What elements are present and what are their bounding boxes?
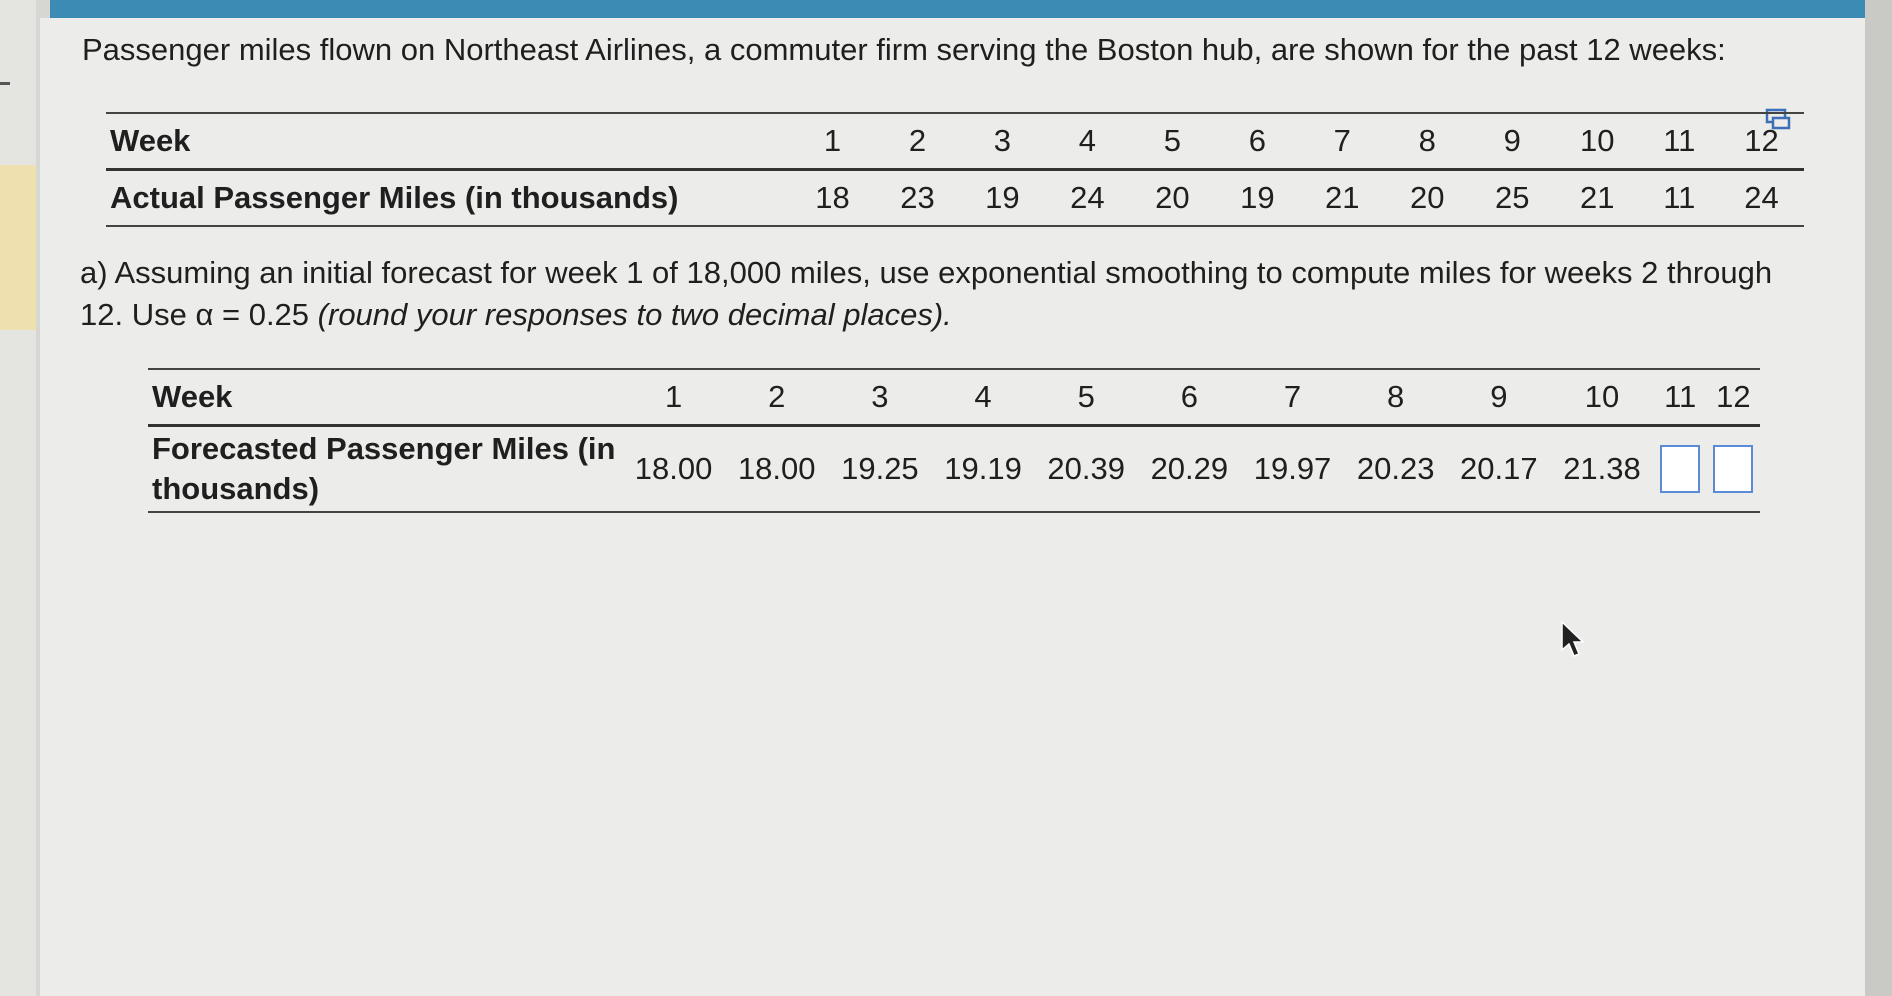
forecast-row-label: Forecasted Passenger Miles (in thousands): [152, 431, 616, 506]
actual-row-label: Actual Passenger Miles (in thousands): [110, 180, 679, 215]
week-col: 6: [1215, 113, 1300, 170]
week-col: 9: [1447, 369, 1550, 426]
rounding-instruction: (round your responses to two decimal places).: [317, 297, 952, 332]
forecast-value: 18.00: [634, 451, 713, 486]
week-col: 5: [1130, 113, 1215, 170]
week-col: 1: [622, 369, 725, 426]
forecast-value: 18.00: [737, 451, 816, 486]
actual-value: 20: [1155, 180, 1190, 215]
question-marker: [0, 165, 36, 330]
part-a-text: a) Assuming an initial forecast for week 1 of 18,000 miles, use exponential smoothing to compute miles for weeks 2 through 12. Use: [80, 255, 1773, 332]
actual-value: 24: [1744, 180, 1779, 215]
forecast-value: 20.17: [1460, 451, 1538, 486]
forecast-cell-week-11: [1654, 426, 1707, 513]
week-col: 4: [1045, 113, 1130, 170]
week-col: 2: [875, 113, 960, 170]
question-prompt: Passenger miles flown on Northeast Airlines, a commuter firm serving the Boston hub, are shown for the past 12 weeks:: [82, 32, 1726, 67]
week-col: 1: [790, 113, 875, 170]
week-col: 9: [1470, 113, 1555, 170]
week-col: 3: [960, 113, 1045, 170]
week-col: 10: [1550, 369, 1653, 426]
answer-input-week-11[interactable]: [1660, 445, 1700, 493]
forecast-value: 20.23: [1356, 451, 1435, 486]
answer-input-week-12[interactable]: [1713, 445, 1753, 493]
week-col: 8: [1385, 113, 1470, 170]
actual-value: 19: [1240, 180, 1275, 215]
actual-value: 25: [1494, 180, 1530, 215]
forecast-value: 19.97: [1253, 451, 1332, 486]
week-col: 8: [1344, 369, 1447, 426]
week-col: 7: [1300, 113, 1385, 170]
table-row: [148, 426, 1760, 513]
table-header-row: [148, 369, 1760, 426]
forecast-value: 21.38: [1563, 451, 1641, 486]
forecast-cell-week-12: [1707, 426, 1760, 513]
forecast-value: 20.39: [1047, 451, 1125, 486]
forecast-value: 19.19: [944, 451, 1022, 486]
week-header: Week: [148, 369, 622, 426]
forecast-value: 19.25: [841, 451, 919, 486]
week-col: 11: [1640, 113, 1719, 170]
actual-value: 11: [1663, 180, 1696, 215]
mouse-pointer-icon: [1560, 620, 1586, 660]
week-col: 11: [1654, 369, 1707, 426]
week-col: 12: [1707, 369, 1760, 426]
actual-value: 24: [1070, 180, 1105, 215]
forecast-value: 20.29: [1150, 451, 1229, 486]
week-col: 2: [725, 369, 828, 426]
week-col: 10: [1555, 113, 1640, 170]
table-header-row: [106, 113, 1804, 170]
alpha-value: α = 0.25: [195, 297, 310, 332]
forecast-table: [148, 368, 1760, 513]
collapse-dash-icon: [0, 82, 10, 85]
week-col: 7: [1241, 369, 1344, 426]
actual-value: 20: [1410, 180, 1445, 215]
table-row: [106, 170, 1804, 227]
week-col: 3: [828, 369, 931, 426]
actual-value: 21: [1325, 180, 1360, 215]
right-edge: [1865, 0, 1892, 996]
actual-value: 19: [985, 180, 1020, 215]
actual-miles-table: [106, 112, 1804, 227]
week-col: 6: [1138, 369, 1241, 426]
week-col: 4: [931, 369, 1034, 426]
week-col: 12: [1719, 113, 1804, 170]
week-col: 5: [1035, 369, 1138, 426]
week-header: Week: [106, 113, 790, 170]
actual-value: 23: [900, 180, 935, 215]
part-a-question: [80, 252, 1780, 336]
actual-value: 21: [1579, 180, 1615, 215]
left-sidebar-strip: [0, 0, 36, 996]
actual-value: 18: [815, 180, 850, 215]
